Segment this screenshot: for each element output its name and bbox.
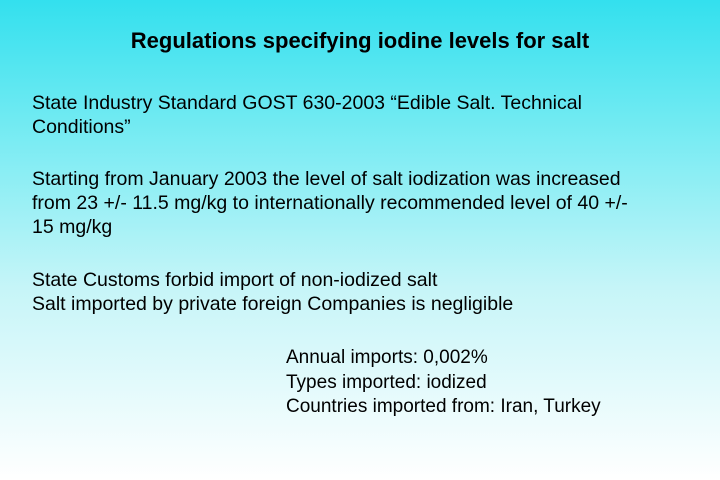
countries-imported-line: Countries imported from: Iran, Turkey: [286, 396, 601, 417]
text-line: State Customs forbid import of non-iodized salt: [32, 269, 438, 291]
text-line: Salt imported by private foreign Companies is negligible: [32, 293, 514, 315]
text-line: Conditions”: [32, 116, 131, 138]
text-line: from 23 +/- 11.5 mg/kg to internationally recommended level of 40 +/-: [32, 192, 628, 214]
import-details: [286, 346, 601, 420]
text-line: Starting from January 2003 the level of salt iodization was increased: [32, 168, 621, 190]
iodization-paragraph: [32, 167, 628, 239]
customs-paragraph: [32, 268, 513, 316]
annual-imports-line: Annual imports: 0,002%: [286, 347, 488, 368]
standard-paragraph: [32, 91, 582, 139]
text-line: 15 mg/kg: [32, 216, 113, 238]
text-line: State Industry Standard GOST 630-2003 “Edible Salt. Technical: [32, 92, 582, 114]
slide-title: Regulations specifying iodine levels for salt: [130, 28, 590, 53]
types-imported-line: Types imported: iodized: [286, 371, 487, 393]
